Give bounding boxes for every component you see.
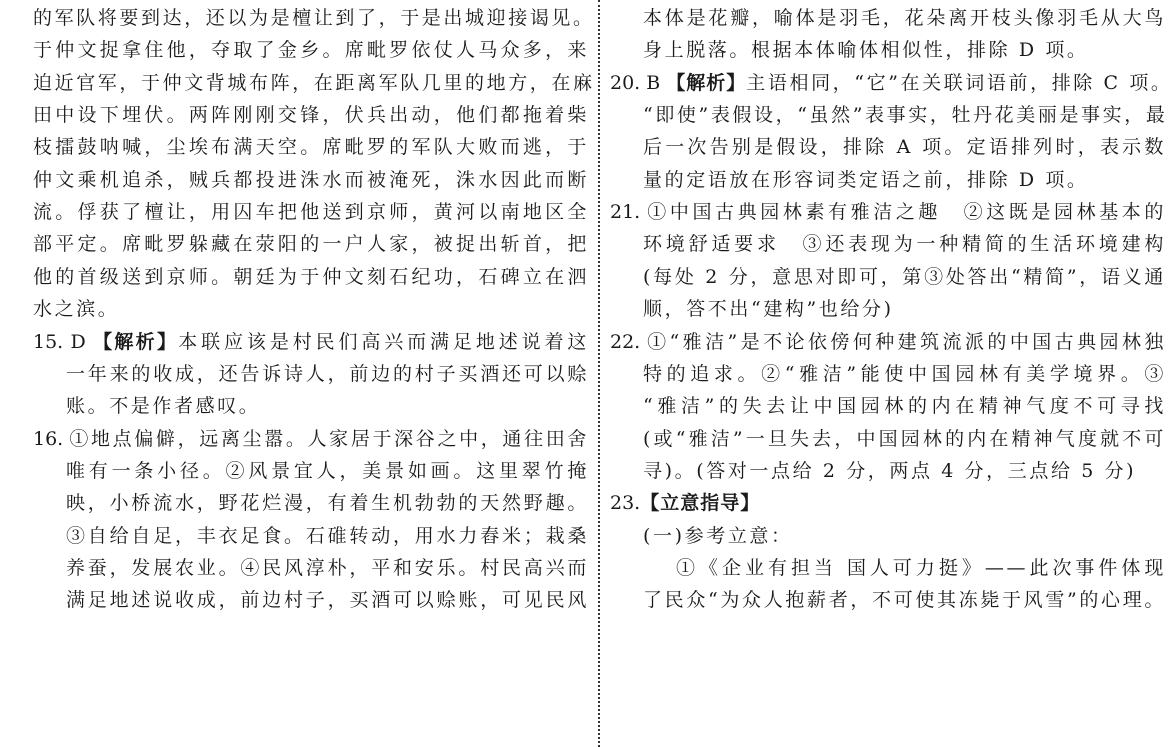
line-text: 顺，答不出“建构”也给分) xyxy=(643,298,894,321)
line-text: 本联应该是村民们高兴而满足地述说着这 xyxy=(178,330,589,353)
line-text: 了民众“为众人抱薪者，不可使其冻毙于风雪”的心理。 xyxy=(643,589,1166,612)
text-line xyxy=(33,164,589,196)
text-line xyxy=(643,34,1166,66)
line-text: 身上脱落。根据本体喻体相似性，排除 D 项。 xyxy=(643,39,1089,62)
text-line xyxy=(643,99,1166,131)
text-line xyxy=(33,228,589,260)
text-line xyxy=(643,293,1166,325)
section-label: 【解析】 xyxy=(93,330,179,353)
text-line xyxy=(643,455,1166,487)
line-text: ①中国古典园林素有雅洁之趣 ②这既是园林基本的 xyxy=(647,201,1166,224)
text-line xyxy=(643,584,1166,616)
line-text: 迫近官军，于仲文背城布阵，在距离军队几里的地方，在麻 xyxy=(33,71,595,94)
line-text: 养蚕，发展农业。④民风淳朴，平和安乐。村民高兴而 xyxy=(66,556,589,579)
text-line xyxy=(610,67,1173,99)
item-number: 20. B xyxy=(610,71,667,94)
line-text: 后一次告别是假设，排除 A 项。定语排列时，表示数 xyxy=(643,136,1166,159)
line-text: 满足地述说收成，前边村子，买酒可以赊账，可见民风 xyxy=(66,589,589,612)
text-line xyxy=(66,358,589,390)
text-line xyxy=(66,584,589,616)
line-text: 水之滨。 xyxy=(33,298,120,321)
text-line xyxy=(610,326,1166,358)
text-line xyxy=(33,2,595,34)
text-line xyxy=(610,487,1166,519)
line-text: 账。不是作者感叹。 xyxy=(66,395,261,418)
line-text: 的军队将要到达，还以为是檀让到了，于是出城迎接谒见。 xyxy=(33,7,595,29)
text-line xyxy=(33,67,595,99)
line-text: 一年来的收成，还告诉诗人，前边的村子买酒还可以赊 xyxy=(66,362,589,385)
line-text: 量的定语放在形容词类定语之前，排除 D 项。 xyxy=(643,168,1089,191)
text-line xyxy=(610,196,1166,228)
text-line xyxy=(643,358,1166,390)
text-line xyxy=(33,326,589,358)
column-divider xyxy=(598,0,600,747)
line-text: 仲文乘机追杀，贼兵都投进洙水而被淹死，洙水因此而断 xyxy=(33,168,589,191)
text-line xyxy=(643,2,1166,34)
item-number: 23. xyxy=(610,492,641,515)
line-text: 映，小桥流水，野花烂漫，有着生机勃勃的天然野趣。 xyxy=(66,492,589,515)
line-text: ①《企业有担当 国人可力挺》——此次事件体现 xyxy=(676,556,1166,579)
line-text: ①“雅洁”是不论依傍何种建筑流派的中国古典园林独 xyxy=(647,330,1166,353)
line-text: (一)参考立意： xyxy=(643,524,793,547)
text-line xyxy=(66,552,589,584)
text-line xyxy=(643,261,1166,293)
line-text: 特的追求。②“雅洁”能使中国园林有美学境界。③ xyxy=(643,362,1166,385)
text-line xyxy=(643,228,1166,260)
section-label: 【立意指导】 xyxy=(640,492,761,515)
text-line xyxy=(643,520,1166,552)
line-text: 他的首级送到京师。朝廷为于仲文刻石纪功，石碑立在泗 xyxy=(33,265,589,288)
line-text: 部平定。席毗罗躲藏在荥阳的一户人家，被捉出斩首，把 xyxy=(33,233,589,256)
line-text: 寻)。(答对一点给 2 分，两点 4 分，三点给 5 分) xyxy=(643,459,1137,482)
item-number: 21. xyxy=(610,201,648,224)
text-line xyxy=(643,390,1166,422)
line-text: “即使”表假设，“虽然”表事实，牡丹花美丽是事实，最 xyxy=(643,104,1168,127)
line-text: “雅洁”的失去让中国园林的内在精神气度不可寻找 xyxy=(643,395,1166,418)
line-text: 流。俘获了檀让，用囚车把他送到京师，黄河以南地区全 xyxy=(33,201,589,224)
line-text: 枝擂鼓呐喊，尘埃布满天空。席毗罗的军队大败而逃，于 xyxy=(33,136,589,159)
item-number: 22. xyxy=(610,330,648,353)
text-line xyxy=(66,520,589,552)
text-line xyxy=(643,164,1166,196)
line-text: 环境舒适要求 ③还表现为一种精简的生活环境建构 xyxy=(643,233,1166,256)
text-line xyxy=(33,196,589,228)
line-text: 于仲文捉拿住他，夺取了金乡。席毗罗依仗人马众多，来 xyxy=(33,39,589,62)
item-number: 15. D xyxy=(33,330,94,353)
line-text: 田中设下埋伏。两阵刚刚交锋，伏兵出动，他们都拖着柴 xyxy=(33,104,589,127)
line-text: 唯有一条小径。②风景宜人，美景如画。这里翠竹掩 xyxy=(66,459,589,482)
line-text: (或“雅洁”一旦失去，中国园林的内在精神气度就不可 xyxy=(643,427,1166,450)
line-text: 本体是花瓣，喻体是羽毛，花朵离开枝头像羽毛从大鸟 xyxy=(643,7,1166,29)
text-line xyxy=(66,487,589,519)
text-line xyxy=(643,423,1166,455)
text-line xyxy=(33,34,589,66)
text-line xyxy=(676,552,1166,584)
text-line xyxy=(33,423,589,455)
text-line xyxy=(33,99,589,131)
text-line xyxy=(643,131,1166,163)
section-label: 【解析】 xyxy=(666,71,747,94)
line-text: ③自给自足，丰衣足食。石碓转动，用水力舂米；栽桑 xyxy=(66,524,589,547)
text-line xyxy=(66,390,589,422)
text-line xyxy=(33,261,589,293)
line-text: 主语相同，“它”在关联词语前，排除 C 项。 xyxy=(746,71,1173,94)
text-line xyxy=(66,455,589,487)
text-line xyxy=(33,293,589,325)
line-text: ①地点偏僻，远离尘嚣。人家居于深谷之中，通往田舍 xyxy=(69,427,589,450)
item-number: 16. xyxy=(33,427,70,450)
line-text: (每处 2 分，意思对即可，第③处答出“精简”，语义通 xyxy=(643,265,1166,288)
text-line xyxy=(33,131,589,163)
